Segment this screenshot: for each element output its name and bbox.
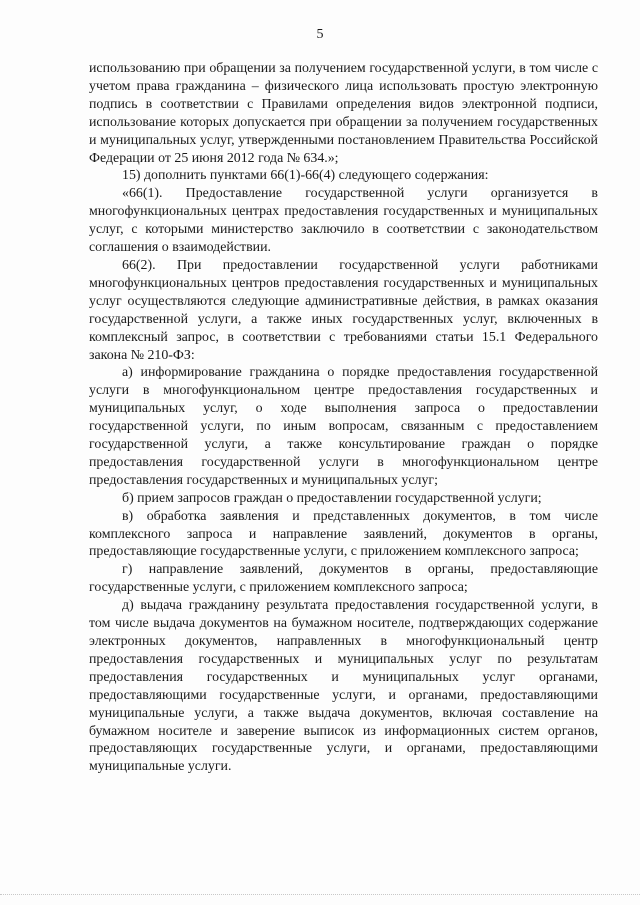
list-item-d: д) выдача гражданину результата предоставления государственной услуги, в том числе выдача документов на бумажном носителе, подтверждающих содержание электронных документов, направленных в многофункциональный центр предоставления государственных и муниципальных услуг по результатам предоставления государственных и муниципальных услуг органами, предоставляющими государственные услуги, и органами, предоставляющими муниципальные услуги, а также выдача документов, включая составление на бумажном носителе и заверение выписок из информационных систем органов, предоставляющих государственные услуги, и органами, предоставляющими муниципальные услуги. [89,598,598,775]
list-item-a: а) информирование гражданина о порядке предоставления государственной услуги в многофункциональном центре предоставления государственных и муниципальных услуг, о ходе выполнения запроса о предоставлении государственной услуги, по иным вопросам, связанным с предоставлением государственной услуги, а также консультирование граждан о порядке предоставления государственной услуги в многофункциональном центре предоставления государственных и муниципальных услуг; [89,365,598,488]
list-item-b: б) прием запросов граждан о предоставлении государственной услуги; [122,490,542,506]
paragraph-continuation: использованию при обращении за получением государственной услуги, в том числе с учетом права гражданина – физического лица использовать простую электронную подпись в соответствии с Правилами определения видов электронной подписи, использование которых допускается при обращении за получением государственных и муниципальных услуг, утвержденными постановлением Правительства Российской Федерации от 25 июня 2012 года № 634.»; [89,61,598,166]
page-number: 5 [316,27,324,42]
paragraph-66-1: «66(1). Предоставление государственной услуги организуется в многофункциональных центрах предоставления государственных и муниципальных услуг, с которыми министерство заключило в соответствии с законодательством соглашения о взаимодействии. [89,186,598,256]
list-item-g: г) направление заявлений, документов в органы, предоставляющие государственные услуги, с приложением комплексного запроса; [89,562,598,596]
list-item-v: в) обработка заявления и представленных документов, в том числе комплексного запроса и направление заявлений, документов в органы, предоставляющие государственные услуги, с приложением комплексного запроса; [89,508,598,560]
scan-bottom-edge [0,894,640,897]
paragraph-amendment-15: 15) дополнить пунктами 66(1)-66(4) следующего содержания: [122,168,489,184]
paragraph-66-2: 66(2). При предоставлении государственной услуги работниками многофункциональных центров предоставления государственных и муниципальных услуг осуществляются следующие административные действия, в рамках оказания государственной услуги, а также иных государственных услуг, включенных в комплексный запрос, в соответствии с требованиями статьи 15.1 Федерального закона № 210-ФЗ: [89,257,598,363]
document-body [89,60,598,776]
